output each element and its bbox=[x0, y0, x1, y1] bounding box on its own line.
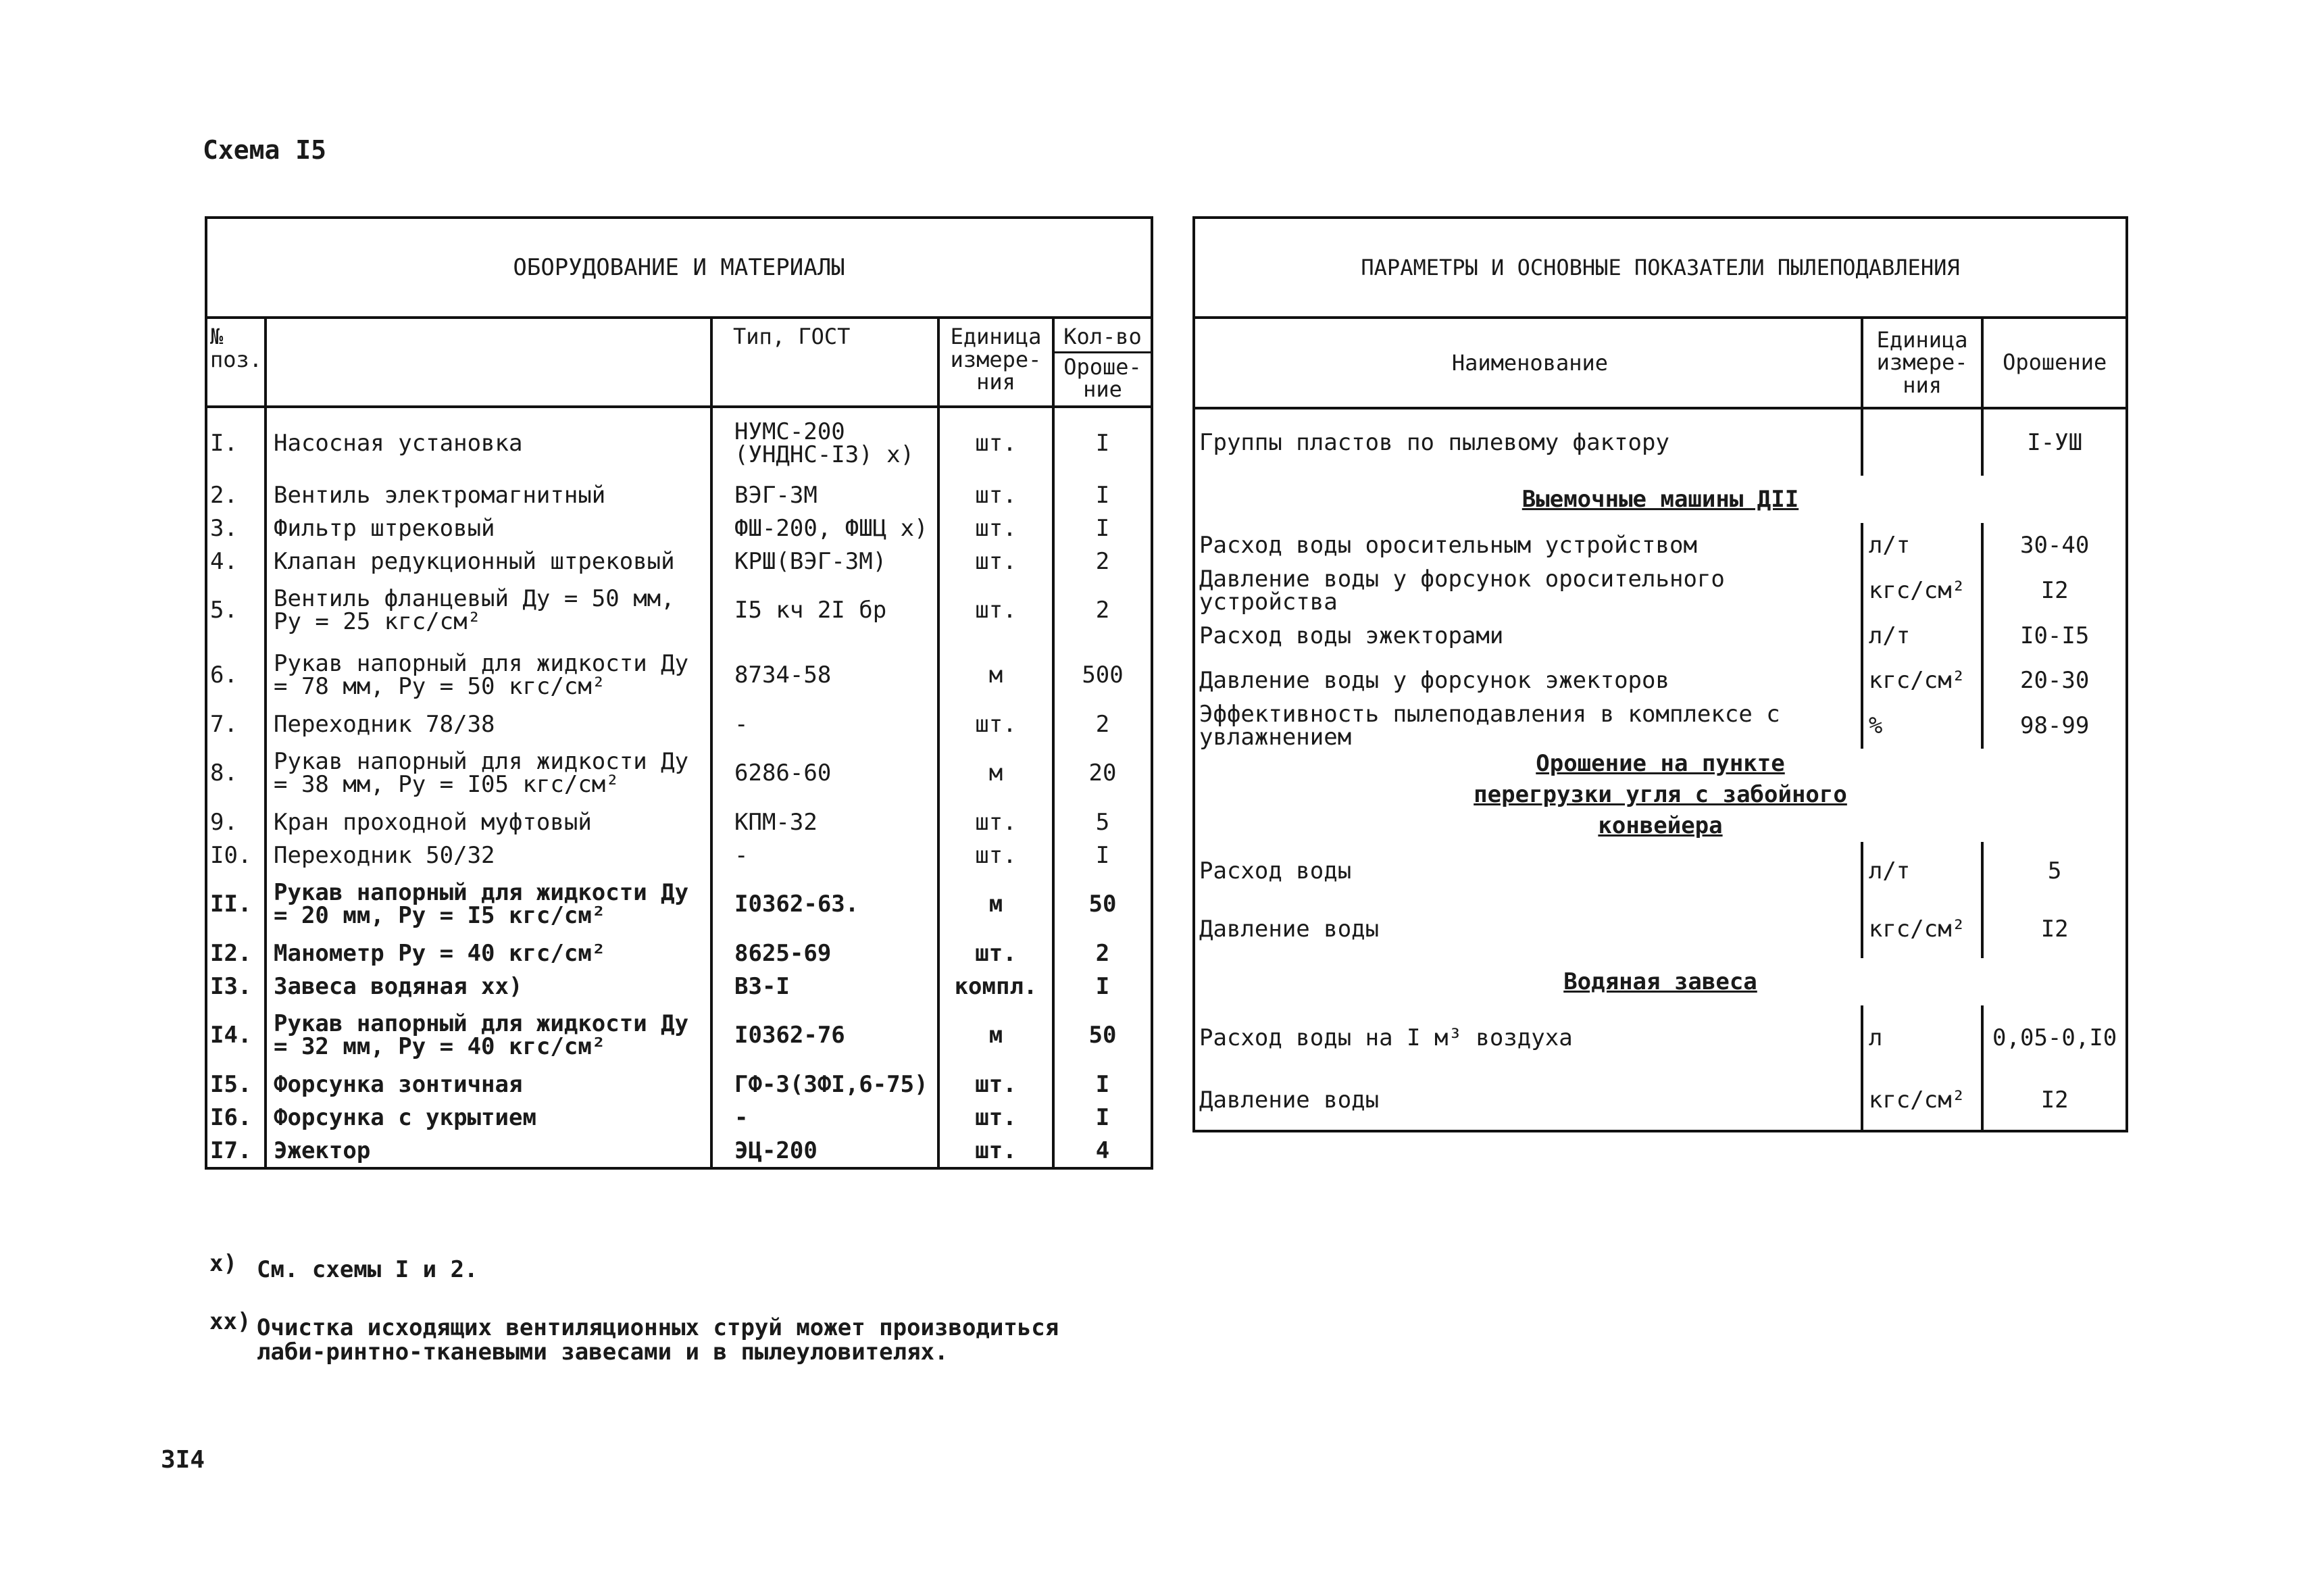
item-unit: м bbox=[938, 741, 1053, 805]
item-number: 7. bbox=[206, 707, 266, 741]
item-number: 6. bbox=[206, 643, 266, 707]
item-name: Кран проходной муфтовый bbox=[266, 805, 711, 839]
param-unit: л/т bbox=[1862, 842, 1983, 900]
item-qty: 4 bbox=[1095, 1137, 1110, 1164]
item-number: I5. bbox=[206, 1068, 266, 1101]
item-type: КРШ(ВЭГ-3М) bbox=[711, 545, 938, 578]
item-qty: I bbox=[1095, 481, 1110, 509]
table-row bbox=[206, 512, 1152, 545]
header-param-unit: Единица измере-ния bbox=[1862, 318, 1983, 408]
item-number: 9. bbox=[206, 805, 266, 839]
header-qty-top: Кол-во bbox=[1055, 319, 1151, 353]
param-name: Расход воды bbox=[1194, 842, 1862, 900]
item-type: I0362-76 bbox=[711, 1003, 938, 1068]
header-param-value: Орошение bbox=[1982, 318, 2127, 408]
item-qty: 2 bbox=[1095, 597, 1110, 624]
table-row bbox=[206, 1134, 1152, 1168]
table-row bbox=[206, 741, 1152, 805]
param-name: Давление воды bbox=[1194, 900, 1862, 958]
item-name: Завеса водяная хх) bbox=[266, 970, 711, 1003]
table-row bbox=[206, 407, 1152, 478]
param-unit: л/т bbox=[1862, 523, 1983, 568]
item-number: 3. bbox=[206, 512, 266, 545]
section-row bbox=[1194, 749, 2127, 842]
param-value: 5 bbox=[2047, 857, 2062, 884]
item-number: II. bbox=[206, 872, 266, 937]
header-param-name: Наименование bbox=[1194, 318, 1862, 408]
item-number: I2. bbox=[206, 937, 266, 970]
table-row bbox=[206, 839, 1152, 872]
item-number: I0. bbox=[206, 839, 266, 872]
footnote-text: Очистка исходящих вентиляционных струй может производиться лаби-ринтно-тканевыми завесами и в пылеуловителях. bbox=[257, 1314, 1059, 1366]
table-row bbox=[206, 478, 1152, 512]
item-unit: шт. bbox=[938, 805, 1053, 839]
item-name: Рукав напорный для жидкости Ду = 78 мм, Ру = 50 кгс/см² bbox=[266, 643, 711, 707]
section-title: Орошение на пункте перегрузки угля с забойного конвейера bbox=[1474, 750, 1847, 839]
item-unit: м bbox=[938, 643, 1053, 707]
section-row bbox=[1194, 476, 2127, 523]
item-name: Рукав напорный для жидкости Ду = 20 мм, Ру = I5 кгс/см² bbox=[266, 872, 711, 937]
item-type: НУМС-200 (УНДНС-I3) х) bbox=[711, 407, 938, 478]
item-type: I5 кч 2I бр bbox=[711, 578, 938, 643]
item-type: ЭЦ-200 bbox=[711, 1134, 938, 1168]
item-type: ВЭГ-3М bbox=[711, 478, 938, 512]
header-name bbox=[266, 318, 711, 407]
param-value: 98-99 bbox=[2019, 712, 2090, 739]
param-name: Расход воды эжекторами bbox=[1194, 614, 1862, 658]
header-qty-sub: Ороше-ние bbox=[1063, 353, 1142, 403]
item-number: I3. bbox=[206, 970, 266, 1003]
param-unit: кгс/см² bbox=[1862, 568, 1983, 614]
item-qty: 2 bbox=[1095, 939, 1110, 967]
item-name: Форсунка с укрытием bbox=[266, 1101, 711, 1134]
param-value: 20-30 bbox=[2019, 667, 2090, 694]
item-type: ВЗ-I bbox=[711, 970, 938, 1003]
table-row bbox=[206, 805, 1152, 839]
item-qty: I bbox=[1095, 1103, 1110, 1131]
item-type: ГФ-3(ЗФI,6-75) bbox=[711, 1068, 938, 1101]
table-row bbox=[206, 1101, 1152, 1134]
item-qty: 20 bbox=[1088, 759, 1117, 787]
param-unit: % bbox=[1862, 703, 1983, 749]
item-name: Насосная установка bbox=[266, 407, 711, 478]
table-row bbox=[206, 707, 1152, 741]
item-name: Рукав напорный для жидкости Ду = 32 мм, Ру = 40 кгс/см² bbox=[266, 1003, 711, 1068]
item-unit: шт. bbox=[938, 578, 1053, 643]
item-number: I6. bbox=[206, 1101, 266, 1134]
section-title: Выемочные машины ДII bbox=[1521, 486, 1799, 513]
param-value: I-УШ bbox=[2027, 429, 2083, 456]
item-qty: 5 bbox=[1095, 808, 1110, 836]
table-row bbox=[206, 937, 1152, 970]
table-row bbox=[1194, 900, 2127, 958]
item-name: Вентиль электромагнитный bbox=[266, 478, 711, 512]
table-row bbox=[206, 970, 1152, 1003]
item-unit: шт. bbox=[938, 839, 1053, 872]
item-unit: шт. bbox=[938, 407, 1053, 478]
table-row bbox=[1194, 568, 2127, 614]
item-unit: шт. bbox=[938, 512, 1053, 545]
param-name: Группы пластов по пылевому фактору bbox=[1194, 408, 1862, 476]
param-unit: кгс/см² bbox=[1862, 900, 1983, 958]
item-qty: I bbox=[1095, 430, 1110, 457]
item-number: I7. bbox=[206, 1134, 266, 1168]
table-row bbox=[1194, 658, 2127, 703]
item-name: Переходник 78/38 bbox=[266, 707, 711, 741]
table-row bbox=[206, 1003, 1152, 1068]
item-number: I4. bbox=[206, 1003, 266, 1068]
item-qty: 50 bbox=[1088, 891, 1117, 918]
footnote-text: См. схемы I и 2. bbox=[257, 1256, 478, 1283]
item-type: I0362-63. bbox=[711, 872, 938, 937]
param-value: 0,05-0,I0 bbox=[1992, 1024, 2117, 1051]
header-num: № поз. bbox=[206, 318, 266, 407]
param-value: I0-I5 bbox=[2019, 622, 2090, 649]
item-type: - bbox=[711, 707, 938, 741]
table-row bbox=[1194, 1005, 2127, 1070]
item-type: - bbox=[711, 1101, 938, 1134]
item-number: 4. bbox=[206, 545, 266, 578]
scheme-label: Схема I5 bbox=[203, 135, 327, 165]
param-value: I2 bbox=[2040, 1086, 2069, 1114]
item-number: 2. bbox=[206, 478, 266, 512]
equipment-table bbox=[205, 216, 1153, 1170]
item-qty: I bbox=[1095, 514, 1110, 542]
item-name: Манометр Ру = 40 кгс/см² bbox=[266, 937, 711, 970]
item-unit: шт. bbox=[938, 545, 1053, 578]
item-type: КПМ-32 bbox=[711, 805, 938, 839]
section-title: Водяная завеса bbox=[1563, 968, 1757, 995]
param-name: Давление воды у форсунок эжекторов bbox=[1194, 658, 1862, 703]
param-name: Давление воды bbox=[1194, 1070, 1862, 1131]
item-type: - bbox=[711, 839, 938, 872]
header-unit: Единица измере-ния bbox=[938, 318, 1053, 407]
equipment-table-title: ОБОРУДОВАНИЕ И МАТЕРИАЛЫ bbox=[206, 218, 1152, 318]
item-unit: шт. bbox=[938, 1101, 1053, 1134]
param-value: I2 bbox=[2040, 915, 2069, 943]
page-number: 3I4 bbox=[161, 1446, 205, 1474]
table-row bbox=[1194, 842, 2127, 900]
param-unit bbox=[1862, 408, 1983, 476]
table-row bbox=[206, 643, 1152, 707]
item-unit: шт. bbox=[938, 478, 1053, 512]
item-qty: 50 bbox=[1088, 1022, 1117, 1049]
item-unit: компл. bbox=[938, 970, 1053, 1003]
table-row bbox=[206, 1068, 1152, 1101]
section-row bbox=[1194, 958, 2127, 1005]
param-unit: л bbox=[1862, 1005, 1983, 1070]
item-qty: I bbox=[1095, 841, 1110, 869]
item-name: Клапан редукционный штрековый bbox=[266, 545, 711, 578]
table-row bbox=[1194, 614, 2127, 658]
item-number: 8. bbox=[206, 741, 266, 805]
table-row bbox=[1194, 523, 2127, 568]
item-type: 6286-60 bbox=[711, 741, 938, 805]
header-type: Тип, ГОСТ bbox=[711, 318, 938, 407]
item-number: I. bbox=[206, 407, 266, 478]
footnote-mark: хх) bbox=[209, 1308, 251, 1335]
param-unit: кгс/см² bbox=[1862, 1070, 1983, 1131]
item-name: Фильтр штрековый bbox=[266, 512, 711, 545]
item-unit: м bbox=[938, 872, 1053, 937]
item-type: 8734-58 bbox=[711, 643, 938, 707]
item-type: 8625-69 bbox=[711, 937, 938, 970]
table-row bbox=[1194, 1070, 2127, 1131]
table-row bbox=[206, 545, 1152, 578]
table-row bbox=[206, 578, 1152, 643]
param-name: Давление воды у форсунок оросительного устройства bbox=[1194, 568, 1862, 614]
item-qty: 500 bbox=[1082, 662, 1124, 689]
item-name: Рукав напорный для жидкости Ду = 38 мм, Ру = I05 кгс/см² bbox=[266, 741, 711, 805]
item-name: Форсунка зонтичная bbox=[266, 1068, 711, 1101]
item-name: Вентиль фланцевый Ду = 50 мм, Ру = 25 кгс/см² bbox=[266, 578, 711, 643]
item-qty: I bbox=[1095, 972, 1110, 1000]
parameters-table-title: ПАРАМЕТРЫ И ОСНОВНЫЕ ПОКАЗАТЕЛИ ПЫЛЕПОДАВЛЕНИЯ bbox=[1194, 218, 2127, 318]
footnote-mark: х) bbox=[209, 1250, 237, 1277]
table-row bbox=[1194, 703, 2127, 749]
param-value: I2 bbox=[2040, 577, 2069, 604]
param-name: Эффективность пылеподавления в комплексе с увлажнением bbox=[1194, 703, 1862, 749]
parameters-table bbox=[1192, 216, 2128, 1132]
param-unit: л/т bbox=[1862, 614, 1983, 658]
item-number: 5. bbox=[206, 578, 266, 643]
item-type: ФШ-200, ФШЦ х) bbox=[711, 512, 938, 545]
param-unit: кгс/см² bbox=[1862, 658, 1983, 703]
item-unit: шт. bbox=[938, 1068, 1053, 1101]
item-unit: м bbox=[938, 1003, 1053, 1068]
item-name: Эжектор bbox=[266, 1134, 711, 1168]
item-unit: шт. bbox=[938, 1134, 1053, 1168]
item-qty: 2 bbox=[1095, 547, 1110, 575]
item-unit: шт. bbox=[938, 937, 1053, 970]
param-name: Расход воды на I м³ воздуха bbox=[1194, 1005, 1862, 1070]
item-qty: 2 bbox=[1095, 710, 1110, 738]
item-name: Переходник 50/32 bbox=[266, 839, 711, 872]
item-qty: I bbox=[1095, 1070, 1110, 1098]
param-value: 30-40 bbox=[2019, 532, 2090, 559]
param-name: Расход воды оросительным устройством bbox=[1194, 523, 1862, 568]
item-unit: шт. bbox=[938, 707, 1053, 741]
table-row bbox=[206, 872, 1152, 937]
header-qty bbox=[1053, 318, 1152, 407]
